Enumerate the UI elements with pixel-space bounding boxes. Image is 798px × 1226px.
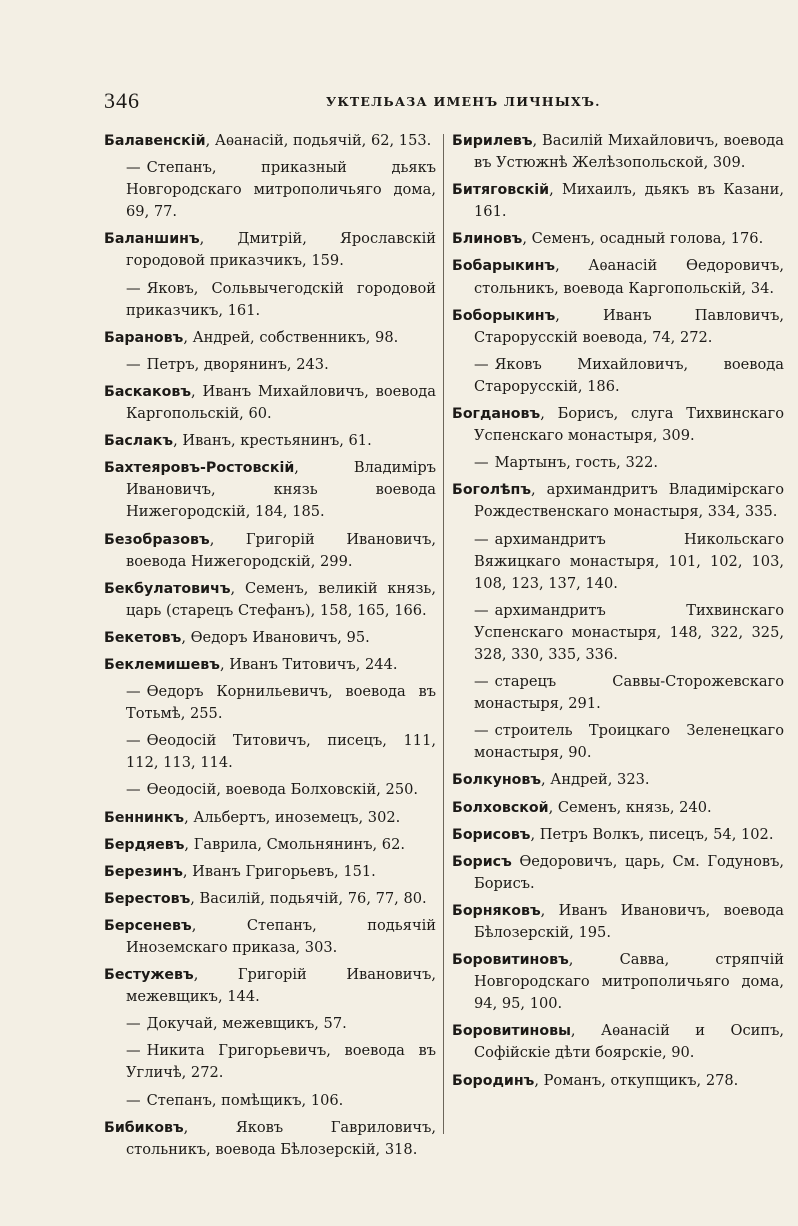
index-entry xyxy=(104,1117,436,1161)
entry-text: Мартынъ, гость, 322. xyxy=(494,454,658,472)
entry-text: архимандритъ Тихвинскаго Успенскаго монастыря, 148, 322, 325, 328, 330, 335, 336. xyxy=(474,601,784,663)
entry-surname: Баскаковъ xyxy=(104,383,192,400)
entry-surname: Бородинъ xyxy=(452,1072,535,1089)
entry-surname: Бекбулатовичъ xyxy=(104,580,231,597)
entry-dash: — xyxy=(126,1042,141,1060)
entry-text: , Аѳанасій Ѳедоровичъ, стольникъ, воевода Каргопольскій, 34. xyxy=(474,257,784,297)
entry-surname: Бердяевъ xyxy=(104,836,185,853)
index-subentry xyxy=(104,1013,436,1035)
entry-text: , Степанъ, подьячій Иноземскаго приказа, 303. xyxy=(126,916,436,956)
index-entry xyxy=(104,430,436,452)
entry-text: , Альбертъ, иноземецъ, 302. xyxy=(184,808,401,826)
entry-text: Яковъ, Сольвычегодскій городовой приказчикъ, 161. xyxy=(126,279,436,319)
entry-text: , Савва, стряпчій Новгородскаго митрополичьяго дома, 94, 95, 100. xyxy=(474,951,784,1013)
entry-text: , Гаврила, Смольнянинъ, 62. xyxy=(184,835,406,853)
index-entry xyxy=(452,900,784,944)
entry-text: , Андрей, собственникъ, 98. xyxy=(183,328,399,346)
entry-text: , Аѳанасій, подьячій, 62, 153. xyxy=(205,132,432,149)
index-subentry xyxy=(104,1090,436,1112)
entry-text: , Иванъ Михайловичъ, воевода Каргопольскій, 60. xyxy=(126,382,436,423)
entry-surname: Берестовъ xyxy=(104,890,191,907)
index-entry xyxy=(104,654,436,676)
index-entry xyxy=(104,627,436,649)
entry-text: Ѳеодосій Титовичъ, писецъ, 111, 112, 113, 114. xyxy=(126,732,436,772)
entry-surname: Бахтеяровъ-Ростовскій xyxy=(104,460,295,477)
entry-dash: — xyxy=(474,355,489,373)
entry-text: , архимандритъ Владимірскаго Рождественскаго монастыря, 334, 335. xyxy=(474,481,784,521)
index-entry xyxy=(452,824,784,846)
index-subentry xyxy=(452,600,784,666)
entry-text: , Иванъ Титовичъ, 244. xyxy=(219,655,398,673)
index-entry xyxy=(452,179,784,223)
entry-dash: — xyxy=(126,732,141,750)
entry-surname: Борняковъ xyxy=(452,902,541,919)
entry-text: строитель Троицкаго Зеленецкаго монастыря, 90. xyxy=(474,722,784,762)
entry-text: , Романъ, откупщикъ, 278. xyxy=(534,1071,739,1089)
entry-dash: — xyxy=(126,781,141,799)
index-entry xyxy=(452,797,784,819)
entry-surname: Балавенскій xyxy=(104,133,206,149)
index-subentry xyxy=(104,681,436,725)
index-subentry xyxy=(452,720,784,764)
entry-dash: — xyxy=(474,530,489,548)
entry-surname: Боголѣпъ xyxy=(452,482,532,499)
entry-surname: Борисовъ xyxy=(452,826,531,843)
entry-surname: Борисъ xyxy=(452,853,512,870)
index-entry xyxy=(452,130,784,174)
entry-surname: Битяговскій xyxy=(452,182,550,199)
entry-text: Степанъ, помѣщикъ, 106. xyxy=(146,1091,344,1109)
entry-text: , Владиміръ Ивановичъ, князь воевода Нижегородскій, 184, 185. xyxy=(126,459,436,521)
entry-dash: — xyxy=(126,279,141,297)
page-header xyxy=(104,88,764,118)
entry-surname: Богдановъ xyxy=(452,406,541,423)
index-subentry xyxy=(452,529,784,595)
entry-surname: Березинъ xyxy=(104,863,183,880)
index-entry xyxy=(104,861,436,883)
index-entry xyxy=(452,403,784,447)
index-subentry xyxy=(104,278,436,322)
index-entry xyxy=(104,228,436,272)
entry-text: , Василій, подьячій, 76, 77, 80. xyxy=(190,889,427,907)
index-entry xyxy=(104,130,436,152)
entry-text: , Григорій Ивановичъ, межевщикъ, 144. xyxy=(126,966,436,1006)
entry-text: Ѳедоровичъ, царь, См. Годуновъ, Борисъ. xyxy=(474,852,784,892)
entry-text: , Семенъ, князь, 240. xyxy=(548,798,712,816)
index-subentry xyxy=(452,354,784,398)
entry-surname: Бестужевъ xyxy=(104,967,194,984)
index-subentry xyxy=(104,157,436,223)
entry-surname: Бекетовъ xyxy=(104,629,182,646)
entry-dash: — xyxy=(126,1091,141,1109)
entry-surname: Баланшинъ xyxy=(104,231,200,248)
entry-text: , Иванъ Павловичъ, Старорусскій воевода, 74, 272. xyxy=(474,306,784,346)
entry-dash: — xyxy=(126,683,141,701)
index-entry xyxy=(104,381,436,425)
entry-text: , Аѳанасій и Осипъ, Софійскіе дѣти боярскіе, 90. xyxy=(474,1022,784,1062)
entry-dash: — xyxy=(126,1015,141,1033)
entry-surname: Блиновъ xyxy=(452,231,523,248)
entry-surname: Баслакъ xyxy=(104,433,174,450)
entry-text: архимандритъ Никольскаго Вяжицкаго монастыря, 101, 102, 103, 108, 123, 137, 140. xyxy=(474,530,784,592)
index-entry xyxy=(104,888,436,910)
entry-text: Яковъ Михайловичъ, воевода Старорусскій, 186. xyxy=(474,355,784,395)
index-entry xyxy=(104,327,436,349)
entry-surname: Беклемишевъ xyxy=(104,656,220,673)
index-entry xyxy=(452,305,784,349)
index-entry xyxy=(104,578,436,622)
entry-dash: — xyxy=(474,722,489,740)
index-entry xyxy=(452,949,784,1015)
index-entry xyxy=(452,479,784,523)
entry-text: , Борисъ, слуга Тихвинскаго Успенскаго монастыря, 309. xyxy=(474,405,784,445)
entry-text: , Григорій Ивановичъ, воевода Нижегородскій, 299. xyxy=(126,530,436,570)
index-entry xyxy=(452,1020,784,1064)
index-entry xyxy=(452,228,784,250)
entry-text: , Семенъ, великій князь, царь (старецъ Стефанъ), 158, 165, 166. xyxy=(126,579,436,619)
index-entry xyxy=(452,851,784,895)
entry-text: старецъ Саввы-Сторожевскаго монастыря, 291. xyxy=(474,673,784,713)
entry-dash: — xyxy=(474,601,489,619)
entry-dash: — xyxy=(126,355,141,373)
index-entry xyxy=(104,964,436,1008)
index-entry xyxy=(104,807,436,829)
entry-text: Никита Григорьевичъ, воевода въ Угличѣ, 272. xyxy=(126,1042,436,1082)
index-subentry xyxy=(104,354,436,376)
index-subentry xyxy=(104,730,436,774)
index-entry xyxy=(452,255,784,299)
index-entry xyxy=(104,834,436,856)
entry-text: , Ѳедоръ Ивановичъ, 95. xyxy=(181,628,370,646)
entry-surname: Бобарыкинъ xyxy=(452,258,556,275)
index-entry xyxy=(104,915,436,959)
index-column-right xyxy=(452,130,784,1097)
index-subentry xyxy=(452,671,784,715)
index-entry xyxy=(104,529,436,573)
entry-text: , Иванъ Григорьевъ, 151. xyxy=(182,862,376,880)
entry-text: , Петръ Волкъ, писецъ, 54, 102. xyxy=(530,825,774,843)
entry-text: , Дмитрій, Ярославскій городовой приказчикъ, 159. xyxy=(126,230,436,270)
entry-surname: Боровитиновы xyxy=(452,1023,571,1040)
entry-dash: — xyxy=(474,454,489,472)
entry-surname: Безобразовъ xyxy=(104,531,210,548)
page-number: 346 xyxy=(104,88,140,113)
entry-surname: Боровитиновъ xyxy=(452,952,569,969)
index-subentry xyxy=(104,779,436,801)
entry-surname: Барановъ xyxy=(104,329,184,346)
index-column-left xyxy=(104,130,436,1166)
entry-surname: Бибиковъ xyxy=(104,1119,184,1136)
entry-text: , Василій Михайловичъ, воевода въ Устюжнѣ Желѣзопольской, 309. xyxy=(474,132,784,172)
index-subentry xyxy=(452,452,784,474)
entry-text: Докучай, межевщикъ, 57. xyxy=(146,1015,347,1033)
entry-surname: Берсеневъ xyxy=(104,917,192,934)
entry-text: Петръ, дворянинъ, 243. xyxy=(146,355,329,373)
index-entry xyxy=(452,1070,784,1092)
entry-surname: Беннинкъ xyxy=(104,809,185,826)
entry-surname: Болховской xyxy=(452,799,549,816)
entry-surname: Боборыкинъ xyxy=(452,307,556,324)
entry-text: , Иванъ, крестьянинъ, 61. xyxy=(173,432,372,450)
entry-text: Ѳедоръ Корнильевичъ, воевода въ Тотьмѣ, 255. xyxy=(126,683,436,723)
entry-text: Ѳеодосій, воевода Болховскій, 250. xyxy=(146,781,419,799)
running-title: УКТЕЛЬАЗА ИМЕНЪ ЛИЧНЫХЪ. xyxy=(326,94,601,109)
entry-text: Степанъ, приказный дьякъ Новгородскаго митрополичьяго дома, 69, 77. xyxy=(126,159,436,221)
entry-dash: — xyxy=(126,159,141,177)
entry-text: , Семенъ, осадный голова, 176. xyxy=(522,230,764,248)
entry-dash: — xyxy=(474,673,489,691)
entry-text: , Михаилъ, дьякъ въ Казани, 161. xyxy=(474,181,784,221)
index-entry xyxy=(104,457,436,523)
index-entry xyxy=(452,769,784,791)
column-divider xyxy=(443,134,444,1134)
entry-text: , Яковъ Гавриловичъ, стольникъ, воевода Бѣлозерскій, 318. xyxy=(126,1118,436,1158)
entry-surname: Болкуновъ xyxy=(452,772,542,789)
entry-surname: Бирилевъ xyxy=(452,133,533,149)
index-subentry xyxy=(104,1040,436,1084)
entry-text: , Андрей, 323. xyxy=(541,771,650,789)
entry-text: , Иванъ Ивановичъ, воевода Бѣлозерскій, 195. xyxy=(474,901,784,941)
